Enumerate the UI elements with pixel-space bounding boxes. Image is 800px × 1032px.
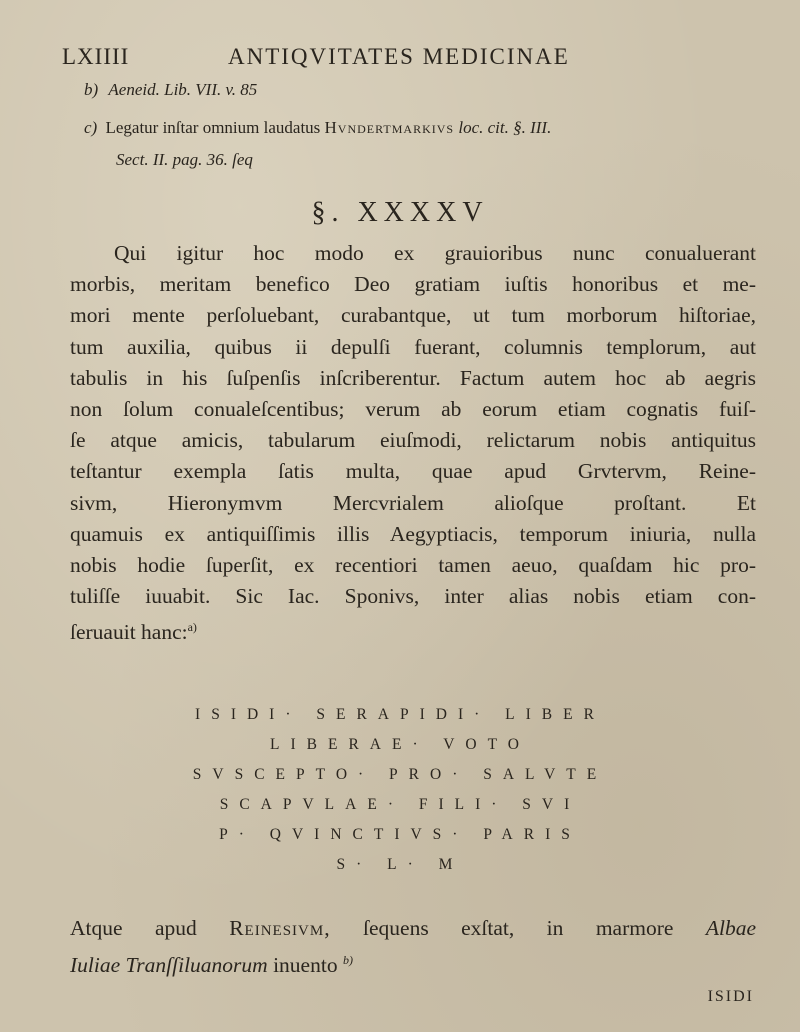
closing-line-2 <box>70 944 756 981</box>
body-line: mori mente perſoluebant, curabantque, ut tum morborum hiſtoriae, <box>70 303 756 328</box>
footnote-b-text: Aeneid. Lib. VII. v. 85 <box>108 80 258 99</box>
footnote-c-ref: loc. cit. §. III. <box>458 118 552 137</box>
footnote-b-mark: b) <box>84 80 99 99</box>
section-title: §. XXXXV <box>311 197 489 228</box>
inscription-line: SCAPVLAE· FILI· SVI <box>219 796 581 813</box>
body-line: Qui igitur hoc modo ex grauioribus nunc conualuerant <box>114 241 756 265</box>
body-line: tabulis in his ſuſpenſis inſcriberentur. Factum autem hoc ab aegris <box>70 365 756 390</box>
footnote-c-continued: Sect. II. pag. 36. ſeq <box>116 150 253 169</box>
footnote-ref-b: b) <box>342 953 353 967</box>
body-line: nobis hodie ſuperſit, ex recentiori tamen aeuo, quaſdam hic pro- <box>70 553 756 578</box>
body-line: quamuis ex antiquiſſimis illis Aegyptiacis, temporum iniuria, nulla <box>70 521 756 546</box>
inscription <box>0 700 800 880</box>
closing-mid: ſequens exſtat, in marmore <box>363 916 674 940</box>
body-line-last-text: ſeruauit hanc: <box>70 620 188 645</box>
body-line: ſe atque amicis, tabularum eiuſmodi, relictarum nobis antiquitus <box>70 428 756 453</box>
running-title: ANTIQVITATES MEDICINAE <box>228 44 570 69</box>
closing-place-2: Iuliae Tranſſiluanorum <box>70 953 268 977</box>
inscription-line: S· L· M <box>336 856 464 873</box>
footnote-c-pre: Legatur inſtar omnium laudatus <box>105 118 321 137</box>
body-line-last <box>70 612 756 648</box>
body-line: sivm, Hieronymvm Mercvrialem alioſque proſtant. Et <box>70 490 756 515</box>
footnote-c-mark: c) <box>84 118 98 137</box>
footnote-b <box>84 80 257 100</box>
closing-name: Reinesivm, <box>229 916 331 940</box>
footnote-ref-a: a) <box>187 620 197 635</box>
body-line: tum auxilia, quibus ii depulſi fuerant, columnis templorum, aut <box>70 334 756 359</box>
inscription-line: SVSCEPTO· PRO· SALVTE <box>192 766 608 783</box>
inscription-line: LIBERAE· VOTO <box>270 736 530 753</box>
footnote-c <box>84 118 551 138</box>
body-text <box>70 238 756 649</box>
inscription-line: ISIDI· SERAPIDI· LIBER <box>195 706 605 723</box>
page-number: LXIIII <box>62 44 130 69</box>
closing-post: inuento <box>273 953 338 977</box>
body-line: teſtantur exempla ſatis multa, quae apud Grvtervm, Reine- <box>70 459 756 484</box>
body-line: non ſolum conualeſcentibus; verum ab eorum etiam cognatis fuiſ- <box>70 397 756 422</box>
closing-line-1 <box>70 912 756 944</box>
inscription-line: P· QVINCTIVS· PARIS <box>219 826 581 843</box>
closing-place-1: Albae <box>705 916 757 940</box>
body-line: morbis, meritam benefico Deo gratiam iuſtis honoribus et me- <box>70 272 756 297</box>
running-header <box>62 44 742 76</box>
catchword: ISIDI <box>707 988 754 1005</box>
body-line: tuliſſe iuuabit. Sic Iac. Sponivs, inter alias nobis etiam con- <box>70 584 756 609</box>
closing-paragraph <box>70 912 756 981</box>
footnote-c-author: Hvndertmarkivs <box>324 118 455 137</box>
closing-pre: Atque apud <box>70 916 197 940</box>
